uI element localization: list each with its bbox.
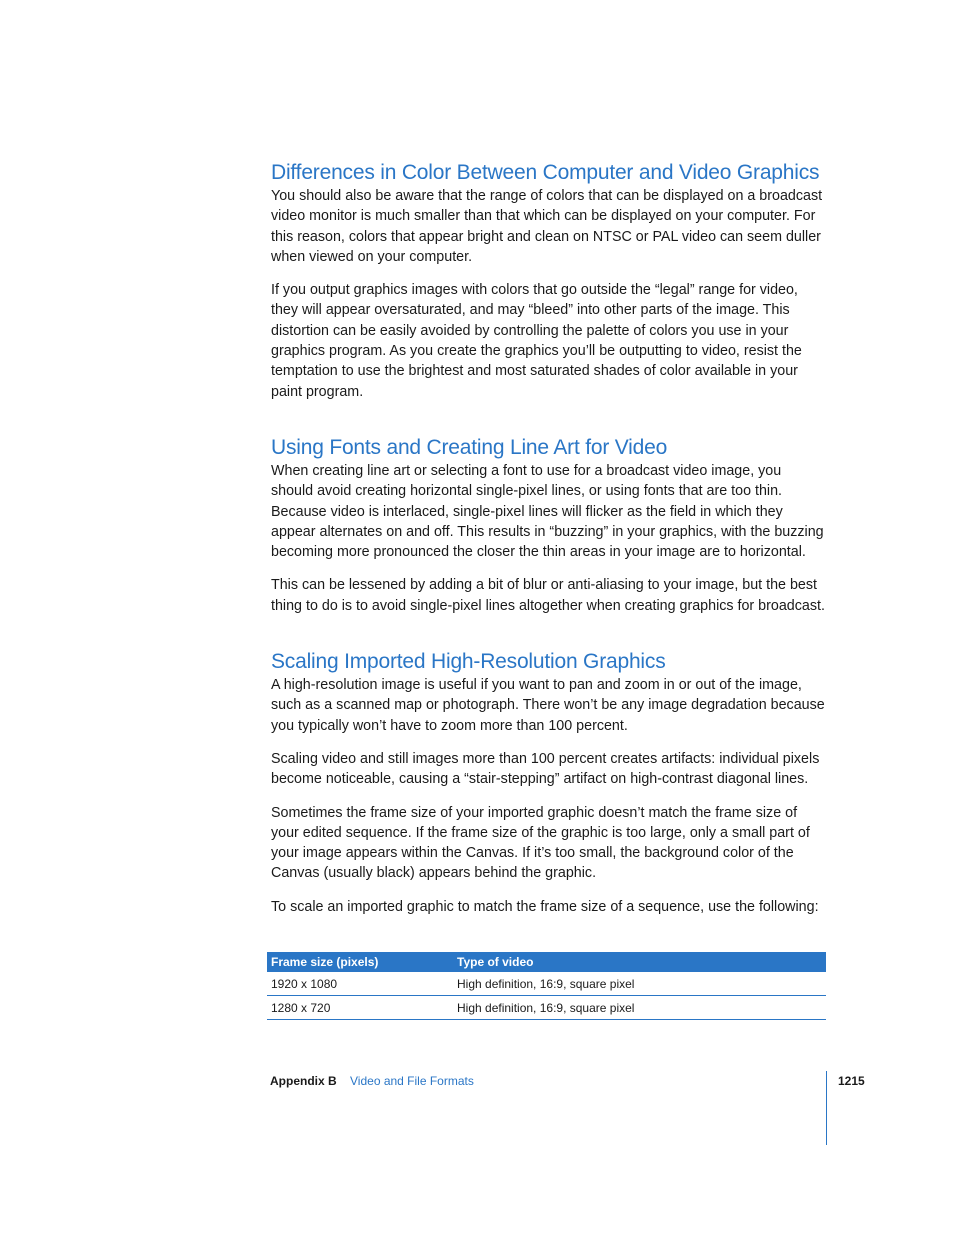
paragraph: Sometimes the frame size of your imported graphic doesn’t match the frame size of your edited sequence. If the frame size of the graphic is too large, only a small part of your image appears within the Canvas. If it’s too small, the background color of the Canvas (usually black) appears behind the graphic. (271, 804, 810, 882)
paragraph: A high-resolution image is useful if you want to pan and zoom in or out of the image, such as a scanned map or photograph. There won’t be any image degradation because you typically won’t have to zoom more than 100 percent. (271, 677, 825, 734)
section-color-differences (271, 160, 827, 402)
table-row (267, 972, 826, 996)
footer-chapter-link[interactable]: Video and File Formats (350, 1074, 474, 1088)
paragraph: Scaling video and still images more than 100 percent creates artifacts: individual pixels become noticeable, causing a “stair-stepping” artifact on high-contrast diagonal lines. (271, 750, 820, 788)
footer-divider (826, 1071, 827, 1145)
table-cell: High definition, 16:9, square pixel (453, 972, 826, 996)
frame-size-table (267, 952, 826, 1020)
table-cell: 1920 x 1080 (267, 972, 453, 996)
footer-appendix-label: Appendix B (270, 1074, 337, 1088)
section-title: Differences in Color Between Computer and Video Graphics (271, 161, 820, 184)
paragraph: To scale an imported graphic to match the frame size of a sequence, use the following: (271, 898, 819, 915)
paragraph: You should also be aware that the range of colors that can be displayed on a broadcast video monitor is much smaller than that which can be displayed on your computer. For this reason, colors that appear bright and clean on NTSC or PAL video can seem duller when viewed on your computer. (271, 188, 823, 265)
table-header-cell: Type of video (453, 952, 826, 972)
paragraph: If you output graphics images with colors that go outside the “legal” range for video, they will appear oversaturated, and may “bleed” into other parts of the image. This distortion can be easily avoided by controlling the palette of colors you use in your graphics program. As you create the graphics you’ll be outputting to video, resist the temptation to use the brightest and most saturated shades of color available in your paint program. (271, 282, 802, 400)
paragraph: This can be lessened by adding a bit of blur or anti-aliasing to your image, but the best thing to do is to avoid single-pixel lines altogether when creating graphics for broadcast. (271, 577, 825, 614)
table-cell: High definition, 16:9, square pixel (453, 996, 826, 1020)
table-header-cell: Frame size (pixels) (267, 952, 453, 972)
page-number: 1215 (838, 1074, 865, 1088)
section-title: Scaling Imported High-Resolution Graphics (271, 650, 666, 674)
page-content (271, 160, 827, 930)
section-scaling-graphics (271, 649, 827, 917)
paragraph: When creating line art or selecting a font to use for a broadcast video image, you should avoid creating horizontal single-pixel lines, or using fonts that are too thin. Because video is interlaced, single-pixel lines will flicker as the field in which they appear alternates on and off. This results in “buzzing” in your graphics, with the buzzing becoming more pronounced the closer the thin areas in your image are to horizontal. (271, 462, 824, 561)
section-title: Using Fonts and Creating Line Art for Video (271, 435, 668, 459)
table-cell: 1280 x 720 (267, 996, 453, 1020)
table-row (267, 996, 826, 1020)
table-header-row (267, 952, 826, 972)
section-fonts-line-art (271, 435, 827, 616)
page-footer (270, 1073, 474, 1089)
